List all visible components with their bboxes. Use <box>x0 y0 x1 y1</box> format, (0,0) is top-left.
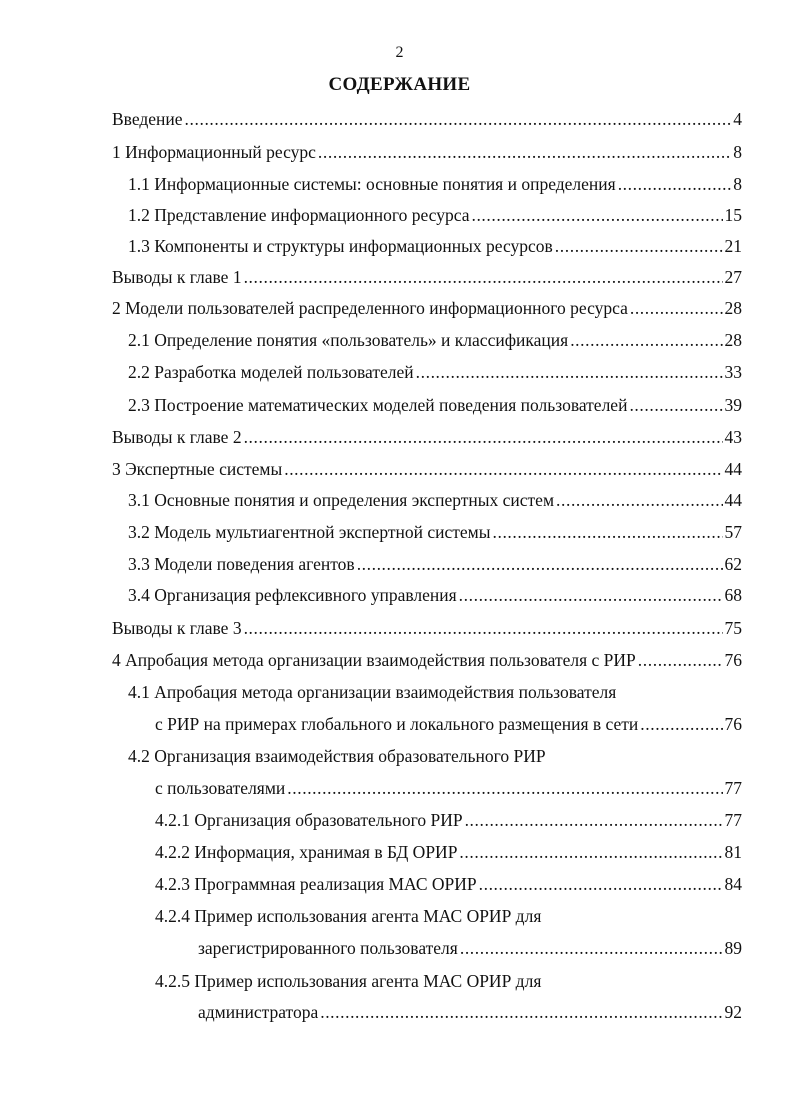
toc-leader <box>465 809 723 831</box>
toc-entry <box>155 777 742 799</box>
toc-entry <box>155 713 742 735</box>
toc-entry-page: 62 <box>724 554 742 574</box>
toc-entry-page: 75 <box>724 618 742 638</box>
toc-entry <box>112 458 742 480</box>
toc-entry <box>112 141 742 163</box>
toc-entry-page: 8 <box>733 142 742 162</box>
toc-entry-label: 2.2 Разработка моделей пользователей <box>128 362 414 382</box>
toc-entry-label: Выводы к главе 1 <box>112 267 242 287</box>
toc-entry-label: Выводы к главе 2 <box>112 427 242 447</box>
toc-leader <box>618 173 732 195</box>
toc-entry-continuation: администратора <box>198 1002 319 1022</box>
toc-entry-page: 21 <box>724 236 742 256</box>
toc-entry-label: 3.2 Модель мультиагентной экспертной системы <box>128 522 491 542</box>
toc-entry-page: 44 <box>724 459 742 479</box>
toc-entry-label: 3.3 Модели поведения агентов <box>128 554 355 574</box>
toc-entry-continuation: с пользователями <box>155 778 286 798</box>
toc-entry-page: 39 <box>724 395 742 415</box>
toc-entry-label: Введение <box>112 109 183 129</box>
toc-leader <box>630 297 723 319</box>
toc-entry-label: 3 Экспертные системы <box>112 459 283 479</box>
toc-leader <box>493 521 723 543</box>
toc-entry-label: 2 Модели пользователей распределенного информационного ресурса <box>112 298 628 318</box>
toc-entry-label: 4.2.2 Информация, хранимая в БД ОРИР <box>155 842 458 862</box>
toc-leader <box>640 713 722 735</box>
toc-leader <box>287 777 722 799</box>
toc-leader <box>459 841 722 863</box>
toc-entry-page: 89 <box>724 938 742 958</box>
toc-entry-label: 1.2 Представление информационного ресурса <box>128 205 470 225</box>
toc-leader <box>244 617 723 639</box>
toc-entry-page: 4 <box>733 109 742 129</box>
toc-leader <box>479 873 723 895</box>
toc-leader <box>459 584 723 606</box>
toc-leader <box>185 108 732 130</box>
toc-entry-page: 28 <box>724 330 742 350</box>
toc-entry-label: 4.2.4 Пример использования агента МАС ОРИР для <box>155 906 542 926</box>
toc-entry-label: 1.1 Информационные системы: основные понятия и определения <box>128 174 616 194</box>
toc-entry <box>128 173 742 195</box>
toc-leader <box>357 553 723 575</box>
toc-entry-label: 4.1 Апробация метода организации взаимодействия пользователя <box>128 682 617 702</box>
toc-entry-page: 68 <box>724 585 742 605</box>
toc-entry <box>155 809 742 831</box>
toc-leader <box>471 204 722 226</box>
toc-entry-page: 44 <box>724 490 742 510</box>
toc-entry-continuation: зарегистрированного пользователя <box>198 938 458 958</box>
toc-leader <box>284 458 722 480</box>
toc-entry <box>112 297 742 319</box>
toc-entry-page: 77 <box>724 810 742 830</box>
toc-entry <box>112 426 742 448</box>
toc-entry-page: 57 <box>724 522 742 542</box>
toc-leader <box>244 266 723 288</box>
toc-leader <box>570 329 722 351</box>
toc-leader <box>318 141 731 163</box>
toc-entry-continuation: с РИР на примерах глобального и локального размещения в сети <box>155 714 639 734</box>
toc-entry <box>112 266 742 288</box>
toc-entry-label: 2.3 Построение математических моделей поведения пользователей <box>128 395 628 415</box>
toc-leader <box>320 1001 722 1023</box>
toc-leader <box>555 235 723 257</box>
toc-leader <box>638 649 723 671</box>
toc-entry-page: 8 <box>733 174 742 194</box>
toc-entry <box>128 584 742 606</box>
toc-leader <box>556 489 722 511</box>
toc-entry-label: 1.3 Компоненты и структуры информационных ресурсов <box>128 236 553 256</box>
toc-entry-page: 92 <box>724 1002 742 1022</box>
toc-entry <box>128 329 742 351</box>
toc-entry-label: 4.2 Организация взаимодействия образовательного РИР <box>128 746 546 766</box>
toc-entry-label: 4.2.5 Пример использования агента МАС ОРИР для <box>155 971 542 991</box>
toc-entry <box>128 489 742 511</box>
toc-leader <box>460 937 723 959</box>
toc-entry <box>198 937 742 959</box>
toc-entry <box>112 649 742 671</box>
toc-entry-page: 84 <box>724 874 742 894</box>
toc-entry-page: 81 <box>724 842 742 862</box>
toc-entry-page: 27 <box>724 267 742 287</box>
toc-entry <box>128 553 742 575</box>
toc-entry <box>128 361 742 383</box>
toc-entry <box>128 394 742 416</box>
toc-entry-label: 4.2.1 Организация образовательного РИР <box>155 810 463 830</box>
toc-entry <box>198 1001 742 1023</box>
page-title: СОДЕРЖАНИЕ <box>328 74 471 95</box>
toc-entry-label: 3.1 Основные понятия и определения экспертных систем <box>128 490 555 510</box>
toc-entry <box>128 521 742 543</box>
toc-entry-page: 28 <box>724 298 742 318</box>
toc-entry <box>155 841 742 863</box>
toc-entry <box>128 204 742 226</box>
toc-entry-label: 1 Информационный ресурс <box>112 142 316 162</box>
toc-entry-page: 76 <box>724 650 742 670</box>
toc-entry-page: 76 <box>724 714 742 734</box>
page-number: 2 <box>395 44 404 61</box>
toc-entry <box>112 108 742 130</box>
toc-entry-label: 3.4 Организация рефлексивного управления <box>128 585 457 605</box>
toc-leader <box>244 426 723 448</box>
toc-leader <box>416 361 723 383</box>
toc-entry <box>155 873 742 895</box>
toc-entry-page: 15 <box>724 205 742 225</box>
toc-entry <box>112 617 742 639</box>
toc-entry-label: 4.2.3 Программная реализация МАС ОРИР <box>155 874 477 894</box>
toc-leader <box>629 394 722 416</box>
toc-entry-label: 2.1 Определение понятия «пользователь» и классификация <box>128 330 569 350</box>
toc-entry-page: 33 <box>724 362 742 382</box>
toc-entry <box>128 235 742 257</box>
toc-entry-page: 43 <box>724 427 742 447</box>
toc-entry-label: 4 Апробация метода организации взаимодействия пользователя с РИР <box>112 650 636 670</box>
toc-entry-page: 77 <box>724 778 742 798</box>
toc-entry-label: Выводы к главе 3 <box>112 618 242 638</box>
